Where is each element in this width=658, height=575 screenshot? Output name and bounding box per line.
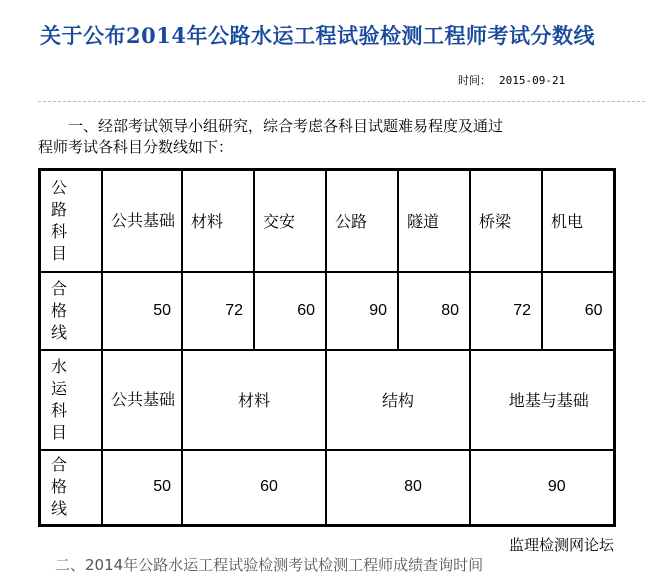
highway-score-cell: 72 bbox=[182, 272, 254, 350]
intro-paragraph bbox=[38, 116, 658, 158]
water-subject-cell: 地基与基础 bbox=[470, 350, 614, 450]
highway-subject-cell: 机电 bbox=[542, 170, 614, 272]
water-score-row bbox=[40, 450, 615, 526]
water-subject-row bbox=[40, 350, 615, 450]
highway-score-cell: 90 bbox=[326, 272, 398, 350]
highway-subject-cell: 公共基础 bbox=[102, 170, 182, 272]
watermark-text: 监理检测网论坛 bbox=[509, 536, 615, 554]
highway-score-label: 合 格 线 bbox=[40, 272, 103, 350]
highway-subject-cell: 材料 bbox=[182, 170, 254, 272]
highway-subject-cell: 公路 bbox=[326, 170, 398, 272]
next-paragraph-partial: 二、2014年公路水运工程试验检测考试检测工程师成绩查询时间 bbox=[55, 556, 484, 574]
water-score-cell: 90 bbox=[470, 450, 614, 526]
highway-score-cell: 60 bbox=[254, 272, 326, 350]
water-subject-cell: 公共基础 bbox=[102, 350, 182, 450]
water-score-label: 合 格 线 bbox=[40, 450, 103, 526]
highway-score-cell: 60 bbox=[542, 272, 614, 350]
water-subject-cell: 结构 bbox=[326, 350, 470, 450]
title-divider bbox=[38, 101, 645, 102]
page-title: 关于公布2014年公路水运工程试验检测工程师考试分数线 bbox=[40, 23, 595, 48]
score-table bbox=[38, 168, 616, 527]
intro-line-2: 程师考试各科目分数线如下： bbox=[38, 138, 234, 156]
publish-time-value: 2015-09-21 bbox=[499, 74, 566, 87]
highway-score-cell: 50 bbox=[102, 272, 182, 350]
water-row-label: 水 运 科 目 bbox=[40, 350, 103, 450]
highway-score-row bbox=[40, 272, 615, 350]
highway-subject-cell: 隧道 bbox=[398, 170, 470, 272]
water-subject-cell: 材料 bbox=[182, 350, 326, 450]
highway-subject-cell: 桥梁 bbox=[470, 170, 542, 272]
water-score-cell: 50 bbox=[102, 450, 182, 526]
water-score-cell: 60 bbox=[182, 450, 326, 526]
highway-score-cell: 80 bbox=[398, 272, 470, 350]
highway-score-cell: 72 bbox=[470, 272, 542, 350]
publish-time bbox=[458, 72, 565, 88]
highway-row-label: 公 路 科 目 bbox=[40, 170, 103, 272]
publish-time-label: 时间： bbox=[458, 74, 491, 87]
highway-subject-row bbox=[40, 170, 615, 272]
intro-line-1: 一、经部考试领导小组研究，综合考虑各科目试题难易程度及通过 bbox=[68, 117, 504, 135]
highway-subject-cell: 交安 bbox=[254, 170, 326, 272]
water-score-cell: 80 bbox=[326, 450, 470, 526]
